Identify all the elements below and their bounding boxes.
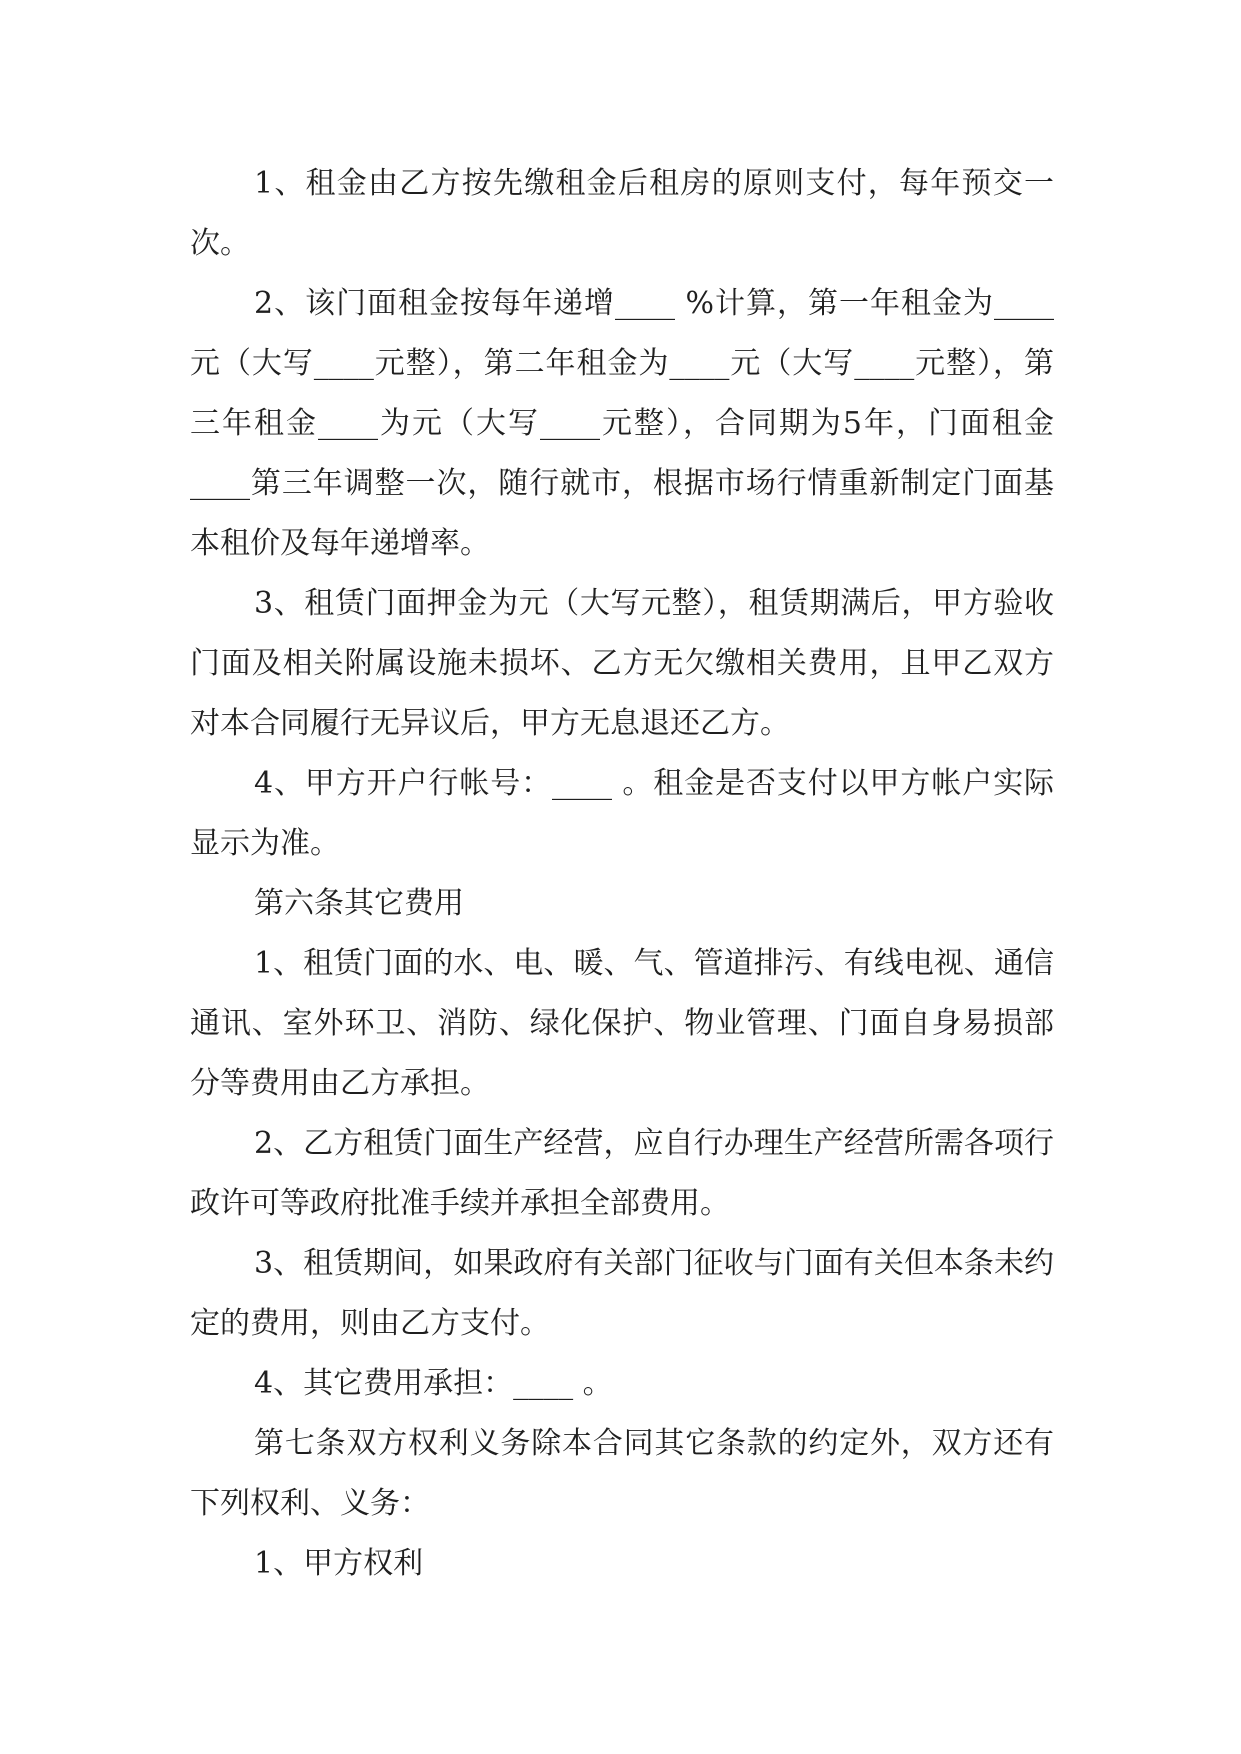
clause-deposit: 3、租赁门面押金为元（大写元整），租赁期满后，甲方验收门面及相关附属设施未损坏、乙方无欠缴相关费用，且甲乙双方对本合同履行无异议后，甲方无息退还乙方。 (190, 586, 1054, 741)
section-heading-rights-obligations: 第七条双方权利义务除本合同其它条款的约定外，双方还有下列权利、义务： (190, 1426, 1054, 1521)
clause-rent-payment: 1、租金由乙方按先缴租金后租房的原则支付，每年预交一次。 (190, 166, 1054, 261)
section-heading-other-fees: 第六条其它费用 (254, 886, 464, 921)
clause-government-fees: 3、租赁期间，如果政府有关部门征收与门面有关但本条未约定的费用，则由乙方支付。 (190, 1246, 1054, 1341)
clause-other-fees: 4、其它费用承担：____ 。 (254, 1366, 613, 1401)
clause-party-a-rights: 1、甲方权利 (254, 1546, 424, 1581)
clause-utility-fees: 1、租赁门面的水、电、暖、气、管道排污、有线电视、通信通讯、室外环卫、消防、绿化保护、物业管理、门面自身易损部分等费用由乙方承担。 (190, 946, 1054, 1101)
clause-rent-increase: 2、该门面租金按每年递增____ %计算，第一年租金为____元（大写____元整），第二年租金为____元（大写____元整），第三年租金____为元（大写____元整），合同期为5年，门面租金____第三年调整一次，随行就市，根据市场行情重新制定门面基本租价及每年递增率。 (190, 286, 1054, 561)
clause-permits: 2、乙方租赁门面生产经营，应自行办理生产经营所需各项行政许可等政府批准手续并承担全部费用。 (190, 1126, 1054, 1221)
clause-bank-account: 4、甲方开户行帐号：____ 。租金是否支付以甲方帐户实际显示为准。 (190, 766, 1054, 861)
document-page (190, 154, 1054, 1594)
